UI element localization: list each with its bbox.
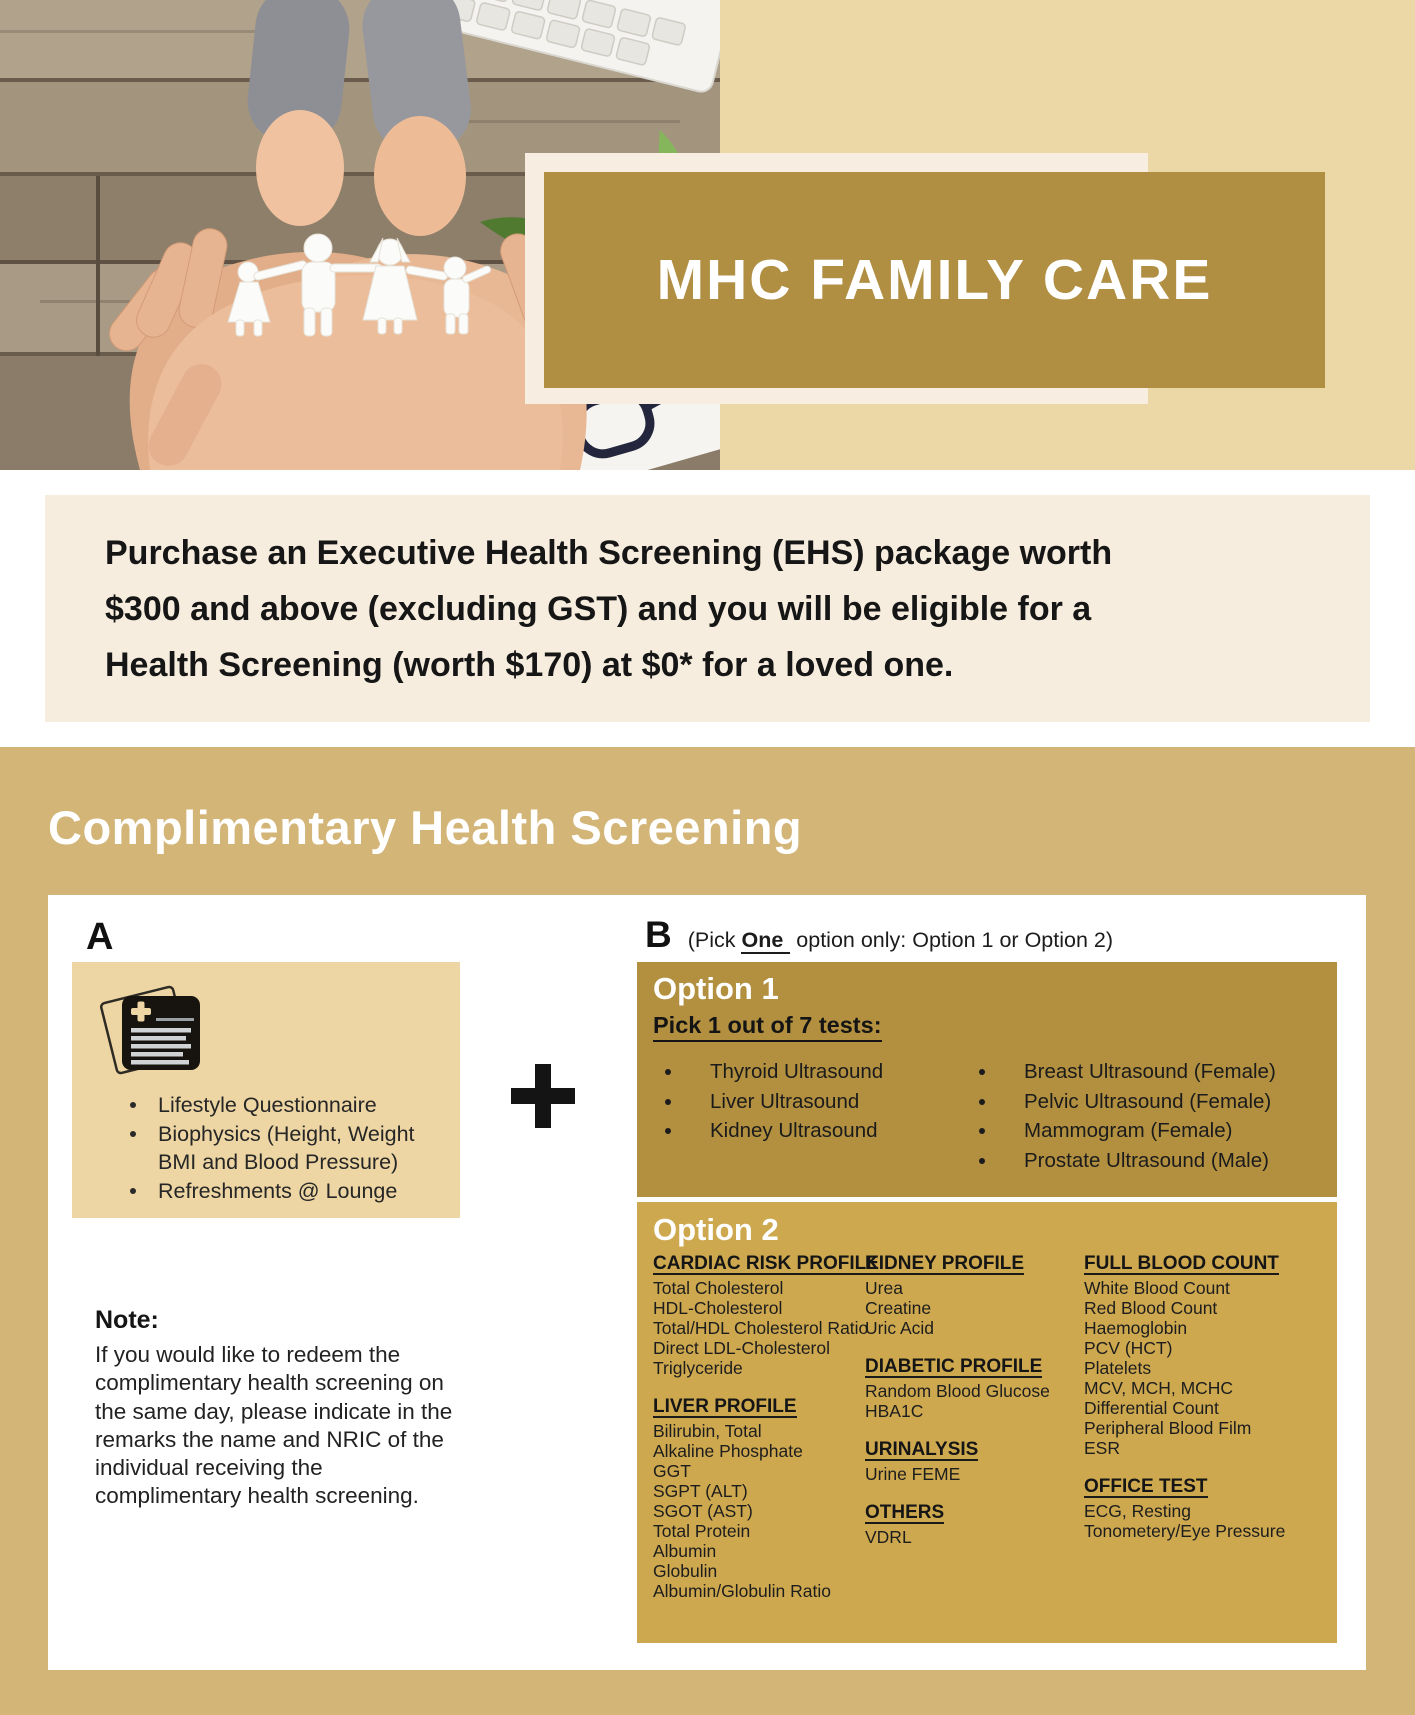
test-name: Creatine	[865, 1298, 932, 1318]
bullet-icon	[979, 1099, 985, 1105]
part-a-list	[128, 1091, 450, 1205]
list-item	[975, 1057, 1335, 1087]
list-item	[975, 1146, 1335, 1176]
bullet-icon	[665, 1069, 671, 1075]
clipboard-medical-icon	[98, 982, 214, 1086]
list-item	[661, 1116, 961, 1146]
test-name: Mammogram (Female)	[1024, 1119, 1233, 1142]
list-item	[661, 1057, 961, 1087]
note-line: the same day, please indicate in the	[95, 1398, 453, 1424]
test-name: Bilirubin, Total	[653, 1421, 762, 1441]
test-name: ECG, Resting	[1084, 1501, 1191, 1521]
test-name: Albumin/Globulin Ratio	[653, 1581, 832, 1601]
note-line: If you would like to redeem the	[95, 1342, 401, 1367]
test-name: Albumin	[653, 1541, 717, 1561]
test-name: HDL-Cholesterol	[653, 1298, 783, 1318]
list-item	[128, 1120, 450, 1177]
test-name: Random Blood Glucose	[865, 1381, 1050, 1401]
note-text	[95, 1341, 452, 1511]
profile-group	[1084, 1477, 1285, 1541]
plus-icon	[511, 1064, 575, 1128]
profile-column	[653, 1253, 879, 1620]
test-name: Total Protein	[653, 1521, 751, 1541]
test-name: Thyroid Ultrasound	[710, 1060, 884, 1083]
profile-group	[1084, 1254, 1285, 1458]
bullet-icon	[979, 1069, 985, 1075]
test-name: Urea	[865, 1278, 903, 1298]
part-b-label: B	[645, 914, 672, 955]
profile-header: CARDIAC RISK PROFILE	[653, 1253, 879, 1274]
test-name: MCV, MCH, MCHC	[1084, 1378, 1234, 1398]
test-name: SGOT (AST)	[653, 1501, 753, 1521]
option-2-title: Option 2	[653, 1212, 779, 1247]
bullet-icon	[665, 1099, 671, 1105]
adult-hands	[103, 226, 598, 470]
list-item	[975, 1087, 1335, 1117]
option-2-columns	[653, 1254, 1329, 1620]
bullet-icon	[130, 1188, 136, 1194]
profile-header: LIVER PROFILE	[653, 1396, 797, 1417]
list-item	[128, 1091, 450, 1120]
test-name: Total/HDL Cholesterol Ratio	[653, 1318, 869, 1338]
test-name: White Blood Count	[1084, 1278, 1230, 1298]
test-name: Red Blood Count	[1084, 1298, 1218, 1318]
bullet-icon	[979, 1158, 985, 1164]
profile-group	[865, 1357, 1084, 1421]
note-line: individual receiving the	[95, 1455, 323, 1481]
test-name: HBA1C	[865, 1401, 924, 1421]
profile-header: OTHERS	[865, 1502, 945, 1523]
profile-header: FULL BLOOD COUNT	[1084, 1253, 1279, 1274]
test-name: ESR	[1084, 1438, 1120, 1458]
test-name: GGT	[653, 1461, 691, 1481]
list-item-label: Lifestyle Questionnaire	[158, 1093, 377, 1117]
test-name: Urine FEME	[865, 1464, 961, 1484]
pick-one-emphasis: One	[741, 928, 790, 954]
promo-line: Purchase an Executive Health Screening (EHS) package worth	[105, 534, 1113, 572]
promo-text	[105, 525, 1370, 693]
profile-group	[865, 1254, 1084, 1338]
test-name: Direct LDL-Cholesterol	[653, 1338, 831, 1358]
section-heading: Complimentary Health Screening	[48, 801, 803, 854]
promo-line: Health Screening (worth $170) at $0* for a loved one.	[105, 646, 954, 684]
test-name: Breast Ultrasound (Female)	[1024, 1060, 1276, 1083]
bullet-icon	[130, 1131, 136, 1137]
test-name: Total Cholesterol	[653, 1278, 784, 1298]
profile-column	[1084, 1254, 1285, 1620]
brand-title: MHC FAMILY CARE	[656, 248, 1213, 312]
test-name: Triglyceride	[653, 1358, 743, 1378]
test-name: SGPT (ALT)	[653, 1481, 748, 1501]
list-item-label: Biophysics (Height, Weight BMI and Blood Pressure)	[158, 1121, 415, 1174]
option-1-list-right	[975, 1057, 1335, 1175]
test-name: Globulin	[653, 1561, 718, 1581]
profile-group	[653, 1397, 865, 1601]
option-1-title: Option 1	[653, 971, 779, 1006]
test-name: Uric Acid	[865, 1318, 935, 1338]
profile-header: KIDNEY PROFILE	[865, 1253, 1025, 1274]
note-line: complimentary health screening.	[95, 1483, 419, 1509]
test-name: Kidney Ultrasound	[710, 1119, 878, 1142]
test-name: Liver Ultrasound	[710, 1089, 860, 1113]
bullet-icon	[130, 1102, 136, 1108]
note-line: remarks the name and NRIC of the	[95, 1426, 444, 1452]
profile-header: DIABETIC PROFILE	[865, 1356, 1043, 1377]
profile-header: URINALYSIS	[865, 1439, 979, 1460]
test-name: VDRL	[865, 1527, 912, 1547]
note-line: complimentary health screening on	[95, 1370, 444, 1396]
profile-header: OFFICE TEST	[1084, 1476, 1208, 1497]
option-1-list-left	[661, 1057, 961, 1146]
brand-banner	[544, 172, 1325, 388]
test-name: Peripheral Blood Film	[1084, 1418, 1252, 1438]
test-name: Prostate Ultrasound (Male)	[1024, 1148, 1269, 1172]
test-name: Tonometery/Eye Pressure	[1084, 1521, 1286, 1541]
profile-group	[865, 1503, 1084, 1547]
note-label: Note:	[95, 1306, 159, 1334]
list-item-label: Refreshments @ Lounge	[158, 1178, 398, 1203]
part-b-note: (Pick One option only: Option 1 or Option 2)	[687, 928, 1114, 952]
profile-column	[865, 1254, 1084, 1620]
part-a-label: A	[86, 916, 114, 958]
test-name: Haemoglobin	[1084, 1318, 1188, 1338]
bullet-icon	[665, 1128, 671, 1134]
test-name: Differential Count	[1084, 1398, 1219, 1418]
profile-group	[653, 1253, 879, 1378]
test-name: Alkaline Phosphate	[653, 1441, 803, 1461]
test-name: Pelvic Ultrasound (Female)	[1024, 1089, 1272, 1113]
list-item	[128, 1177, 450, 1206]
option-1-subtitle: Pick 1 out of 7 tests:	[653, 1012, 882, 1042]
profile-group	[865, 1440, 1084, 1484]
bullet-icon	[979, 1128, 985, 1134]
promo-box	[45, 495, 1370, 722]
list-item	[975, 1116, 1335, 1146]
test-name: Platelets	[1084, 1358, 1152, 1378]
test-name: PCV (HCT)	[1084, 1338, 1173, 1358]
promo-line: $300 and above (excluding GST) and you will be eligible for a	[105, 590, 1092, 628]
list-item	[661, 1087, 961, 1117]
part-b-header	[645, 914, 1113, 956]
hero-header	[0, 0, 1415, 470]
